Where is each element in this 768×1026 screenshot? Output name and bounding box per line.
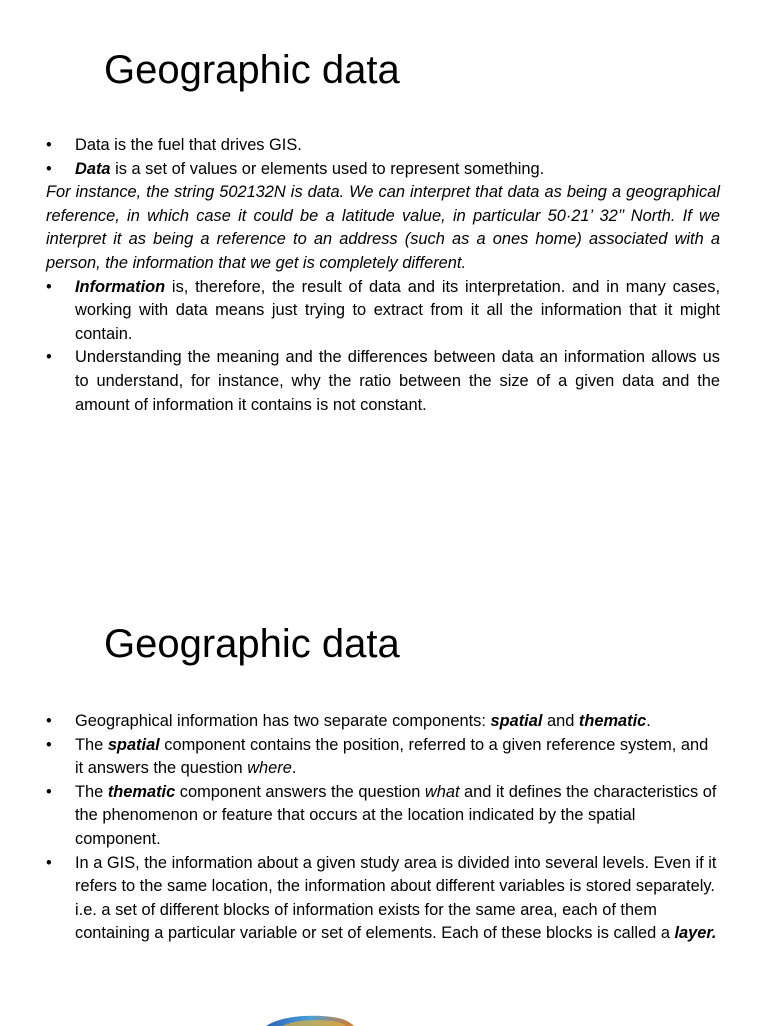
term-spatial: spatial	[107, 735, 160, 754]
bullet-text: Geographical information has two separate components:	[75, 712, 491, 730]
bullet-text: Data is the fuel that drives GIS.	[75, 136, 302, 154]
term-information: Information	[75, 277, 166, 296]
slide-2-bullet-3	[46, 781, 720, 852]
bullet-text: and	[542, 712, 579, 730]
slide-1-bullet-2	[46, 158, 720, 182]
term-layer: layer.	[674, 924, 717, 943]
bullet-text: Understanding the meaning and the differences between data an information allows us to understand, for instance, why the ratio between the size of a given data and the amount of information it contains is not constant.	[75, 348, 720, 414]
bullet-text: is a set of values or elements used to represent something.	[110, 159, 545, 178]
bullet-text: and it defines the characteristics of the phenomenon or feature that occurs at the location indicated by the spatial component.	[75, 782, 717, 848]
bullet-text: .	[291, 759, 297, 778]
term-data: Data	[75, 159, 111, 178]
slide-1-title: Geographic data	[104, 48, 400, 92]
slide-1	[0, 0, 768, 512]
slide-2-bullet-4	[46, 852, 720, 946]
bullet-text: component contains the position, referred to a given reference system, and it answers the question	[75, 735, 709, 778]
slide-1-bullet-1	[46, 134, 720, 158]
bullet-text: component answers the question	[175, 782, 425, 801]
bullet-text: The	[75, 782, 108, 801]
term-thematic: thematic	[578, 712, 647, 730]
term-spatial: spatial	[490, 712, 543, 730]
term-thematic: thematic	[107, 782, 176, 801]
slide-1-body	[46, 134, 720, 417]
slide-1-bullet-4	[46, 346, 720, 417]
term-what: what	[424, 782, 460, 801]
slide-2-bullet-2	[46, 734, 720, 781]
slide-2	[0, 580, 768, 1024]
bullet-text: In a GIS, the information about a given study area is divided into several levels. Even if it refers to the same location, the information about different variables is stored separately. i.e. a set of different blocks of information exists for the same area, each of them containing a particular variable or set of elements. Each of these blocks is called a	[75, 853, 717, 943]
slide-1-bullet-3	[46, 276, 720, 347]
bullet-text: .	[646, 712, 651, 730]
layer-image-fragment	[262, 1014, 362, 1026]
bullet-text: is, therefore, the result of data and its interpretation. and in many cases, working with data means just trying to extract from it all the information that it might contain.	[75, 277, 720, 343]
slide-2-title: Geographic data	[104, 622, 400, 666]
bullet-text: The	[75, 735, 108, 754]
slide-1-example-paragraph: For instance, the string 502132N is data. We can interpret that data as being a geographical reference, in which case it could be a latitude value, in particular 50·21’ 32’’ North. If we interpret it as being a reference to an address (such as a ones home) associated with a person, the information that we get is completely different.	[46, 183, 720, 272]
slide-2-bullet-1	[46, 710, 720, 734]
slide-2-body	[46, 710, 720, 946]
term-where: where	[247, 759, 292, 778]
